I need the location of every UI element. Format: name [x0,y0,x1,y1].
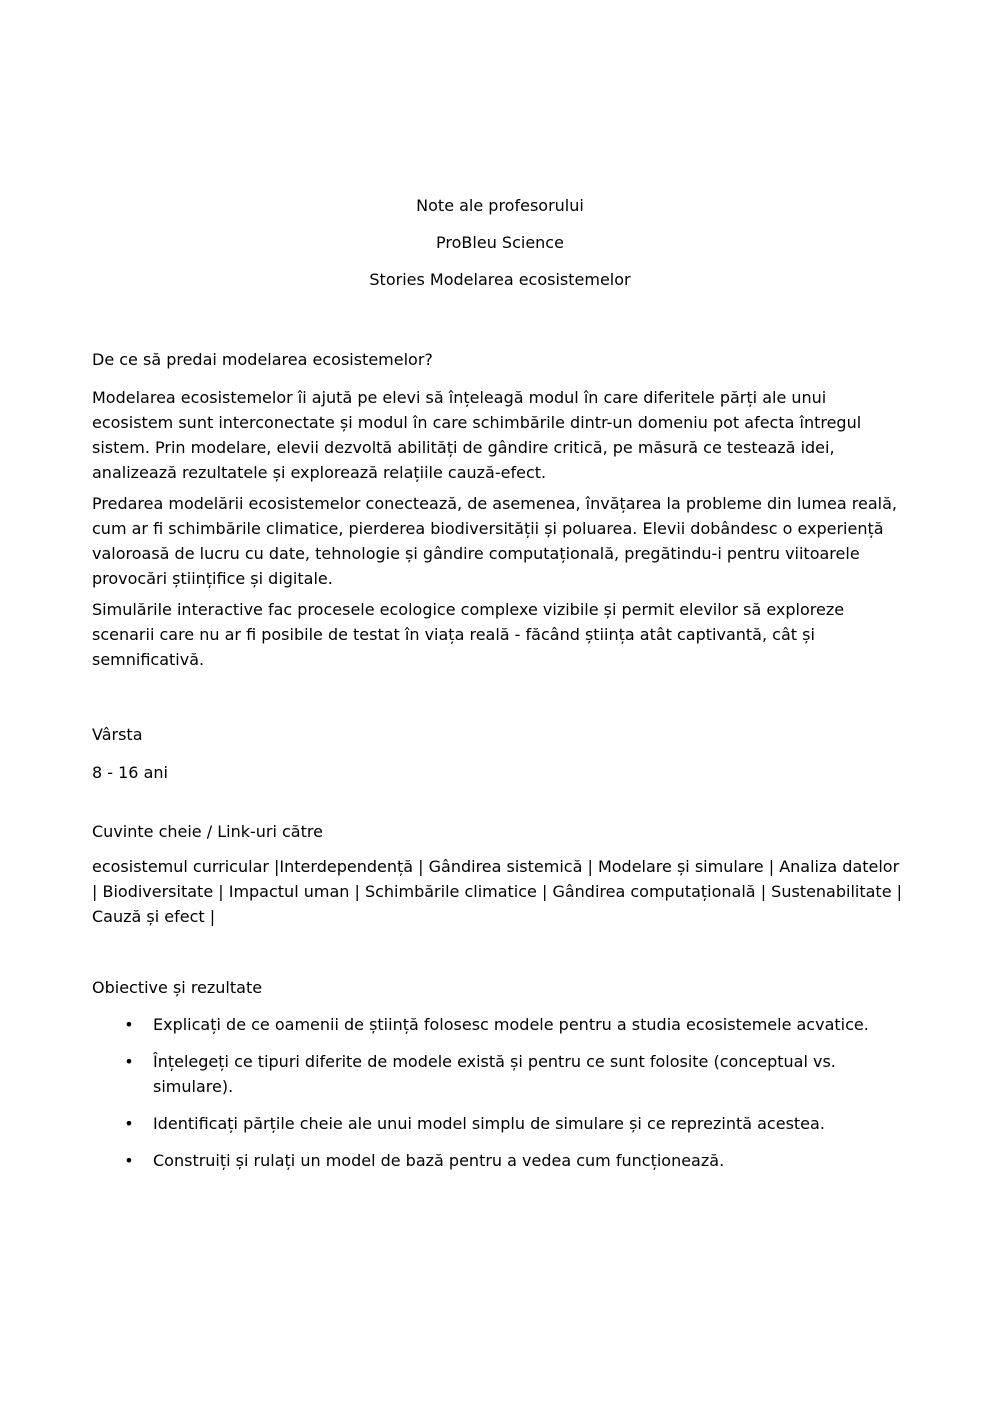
objective-item [92,1111,908,1136]
bullet-icon: • [124,1151,134,1170]
objective-item-text: Explicați de ce oamenii de știință folosesc modele pentru a studia ecosistemele acvatice. [153,1015,869,1034]
section-heading-why-teach: De ce să predai modelarea ecosistemelor? [92,350,433,369]
keywords-heading: Cuvinte cheie / Link-uri către [92,822,323,841]
objective-item [92,1148,908,1173]
doc-header-brand: ProBleu Science [436,233,564,252]
doc-header-title: Stories Modelarea ecosistemelor [369,270,631,289]
objective-item-text: Identificați părțile cheie ale unui model simplu de simulare și ce reprezintă acestea. [153,1114,825,1133]
objective-item-text: Construiți și rulați un model de bază pentru a vedea cum funcționează. [153,1151,725,1170]
objective-item [92,1049,908,1099]
document-content [92,0,908,1185]
why-paragraph-2: Predarea modelării ecosistemelor conectează, de asemenea, învățarea la probleme din lumea reală, cum ar fi schimbările climatice, pierderea biodiversității și poluarea. Elevii dobândesc o experiență valoroasă de lucru cu date, tehnologie și gândire computațională, pregătindu-i pentru viitoarele provocări științifice și digitale. [92,494,897,588]
objectives-heading: Obiective și rezultate [92,978,263,997]
why-paragraph-3: Simulările interactive fac procesele ecologice complexe vizibile și permit elevilor să exploreze scenarii care nu ar fi posibile de testat în viața reală - făcând știința atât captivantă, cât și semnificativă. [92,600,845,669]
why-paragraph-1: Modelarea ecosistemelor îi ajută pe elevi să înțeleagă modul în care diferitele părți ale unui ecosistem sunt interconectate și modul în care schimbările dintr-un domeniu pot afecta întregul sistem. Prin modelare, elevii dezvoltă abilități de gândire critică, pe măsură ce testează idei, analizează rezultatele și explorează relațiile cauză-efect. [92,388,862,482]
bullet-icon: • [124,1015,134,1034]
age-value: 8 - 16 ani [92,763,168,782]
bullet-icon: • [124,1052,134,1071]
objectives-list [92,1012,908,1173]
objective-item [92,1012,908,1037]
keywords-value: ecosistemul curricular |Interdependență | Gândirea sistemică | Modelare și simulare | Analiza datelor | Biodiversitate | Impactul uman | Schimbările climatice | Gândirea computațională | Sustenabilitate | Cauză și efect | [92,857,903,926]
age-heading: Vârsta [92,725,143,744]
bullet-icon: • [124,1114,134,1133]
doc-header-notes: Note ale profesorului [416,196,584,215]
objective-item-text: Înțelegeți ce tipuri diferite de modele există și pentru ce sunt folosite (conceptual vs. simulare). [153,1052,836,1096]
